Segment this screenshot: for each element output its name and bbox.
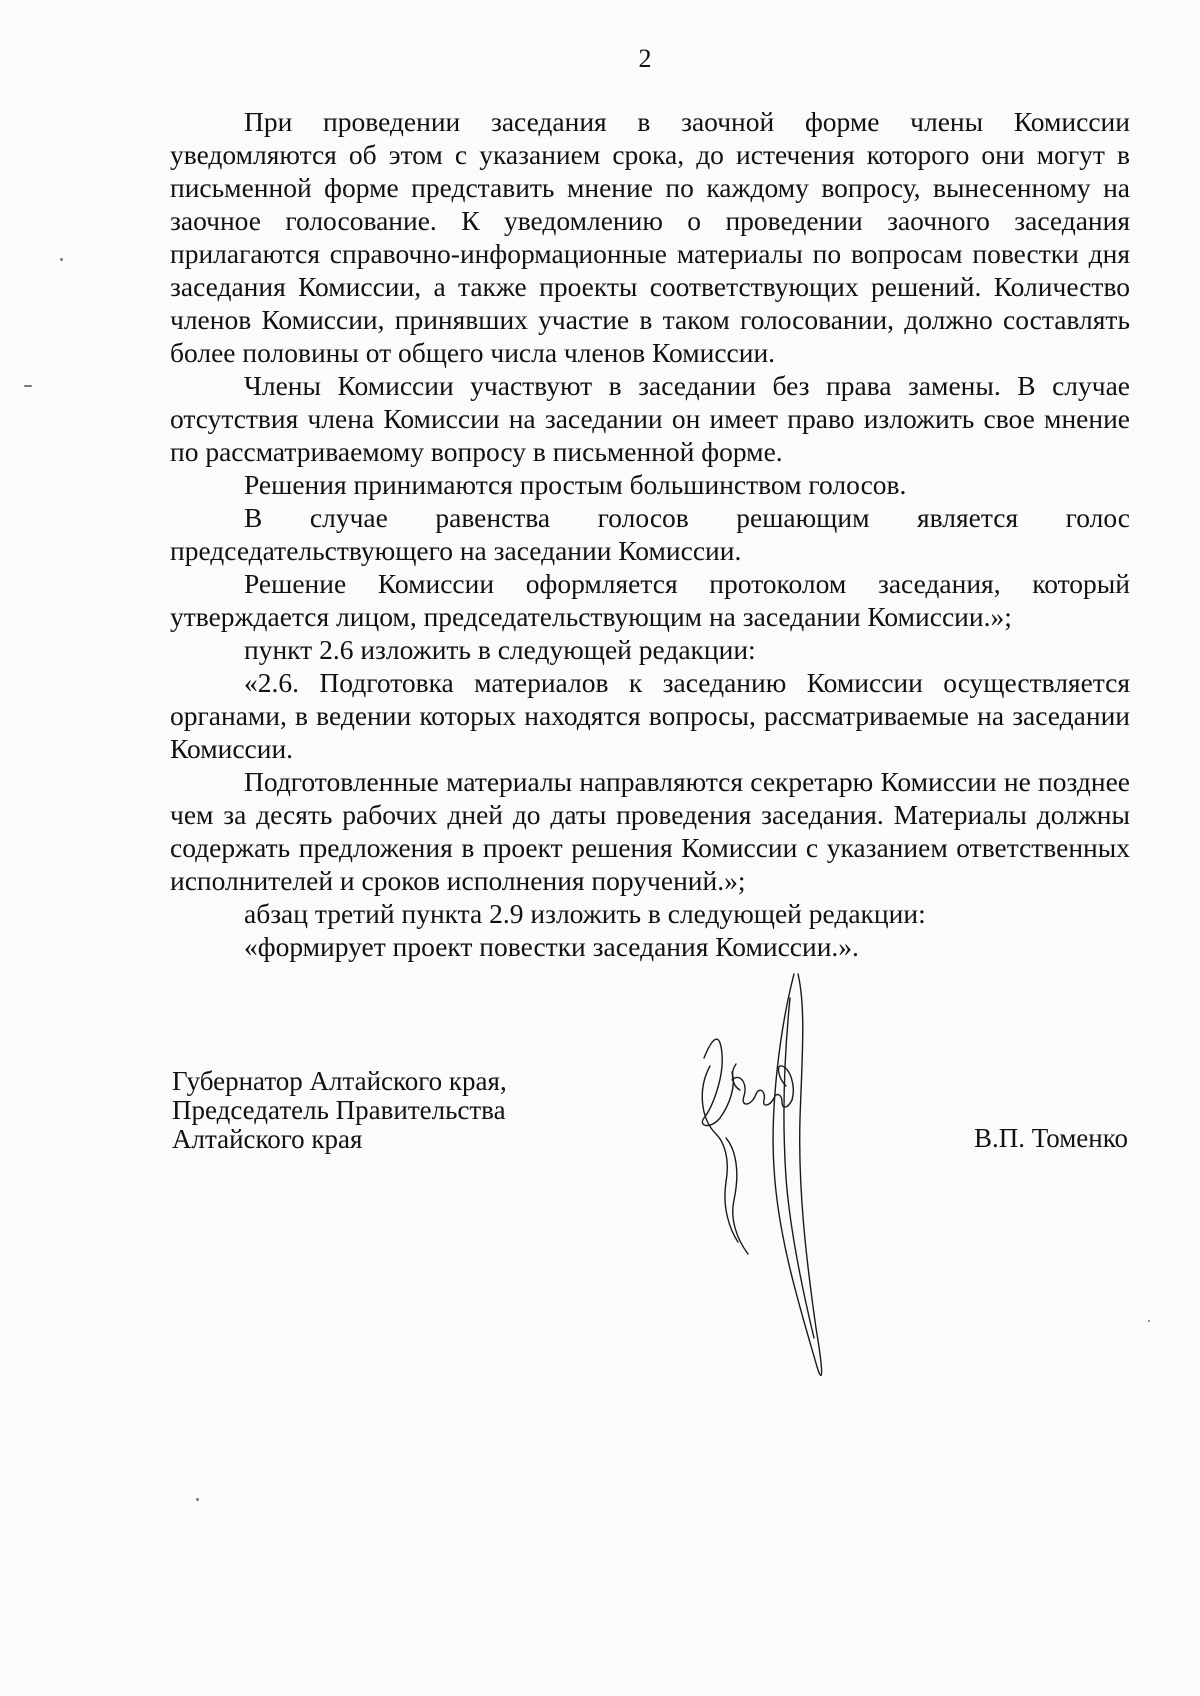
paragraph-item-2-9-intro: абзац третий пункта 2.9 изложить в следующей редакции: — [244, 898, 926, 929]
paragraph-tie-vote: В случае равенства голосов решающим является голос председательствующего на заседании Комиссии. — [170, 502, 1130, 566]
paragraph-protocol: Решение Комиссии оформляется протоколом заседания, который утверждается лицом, председательствующим на заседании Комиссии.»; — [170, 568, 1130, 632]
paragraph-item-2-6-intro: пункт 2.6 изложить в следующей редакции: — [244, 634, 756, 665]
paragraph-item-2-6: «2.6. Подготовка материалов к заседанию Комиссии осуществляется органами, в ведении которых находятся вопросы, рассматриваемые на заседании Комиссии. — [170, 667, 1130, 764]
signatory-title-line: Губернатор Алтайского края, — [172, 1066, 507, 1096]
page-number: 2 — [638, 44, 652, 73]
signatory-title-line: Алтайского края — [172, 1124, 363, 1154]
scan-speck — [1148, 1320, 1150, 1322]
signatory-title — [172, 1067, 507, 1154]
scan-speck — [60, 258, 63, 261]
paragraph-materials-deadline: Подготовленные материалы направляются секретарю Комиссии не позднее чем за десять рабочих дней до даты проведения заседания. Материалы должны содержать предложения в проект решения Комиссии с указанием ответственных исполнителей и сроков исполнения поручений.»; — [170, 766, 1130, 896]
paragraph-absentee-voting: При проведении заседания в заочной форме члены Комиссии уведомляются об этом с указанием срока, до истечения которого они могут в письменной форме представить мнение по каждому вопросу, вынесенному на заочное голосование. К уведомлению о проведении заочного заседания прилагаются справочно-информационные материалы по вопросам повестки дня заседания Комиссии, а также проекты соответствующих решений. Количество членов Комиссии, принявших участие в таком голосовании, должно составлять более половины от общего числа членов Комиссии. — [170, 106, 1130, 368]
paragraph-no-substitution: Члены Комиссии участвуют в заседании без права замены. В случае отсутствия члена Комиссии на заседании он имеет право изложить свое мнение по рассматриваемому вопросу в письменной форме. — [170, 370, 1130, 467]
scan-speck — [24, 385, 32, 387]
scan-speck — [196, 1498, 199, 1501]
handwritten-signature — [690, 968, 880, 1388]
signatory-name: В.П. Томенко — [974, 1123, 1128, 1153]
paragraph-item-2-9: «формирует проект повестки заседания Комиссии.». — [244, 931, 859, 962]
document-body — [170, 105, 1130, 963]
paragraph-simple-majority: Решения принимаются простым большинством голосов. — [244, 469, 907, 500]
signatory-title-line: Председатель Правительства — [172, 1095, 506, 1125]
